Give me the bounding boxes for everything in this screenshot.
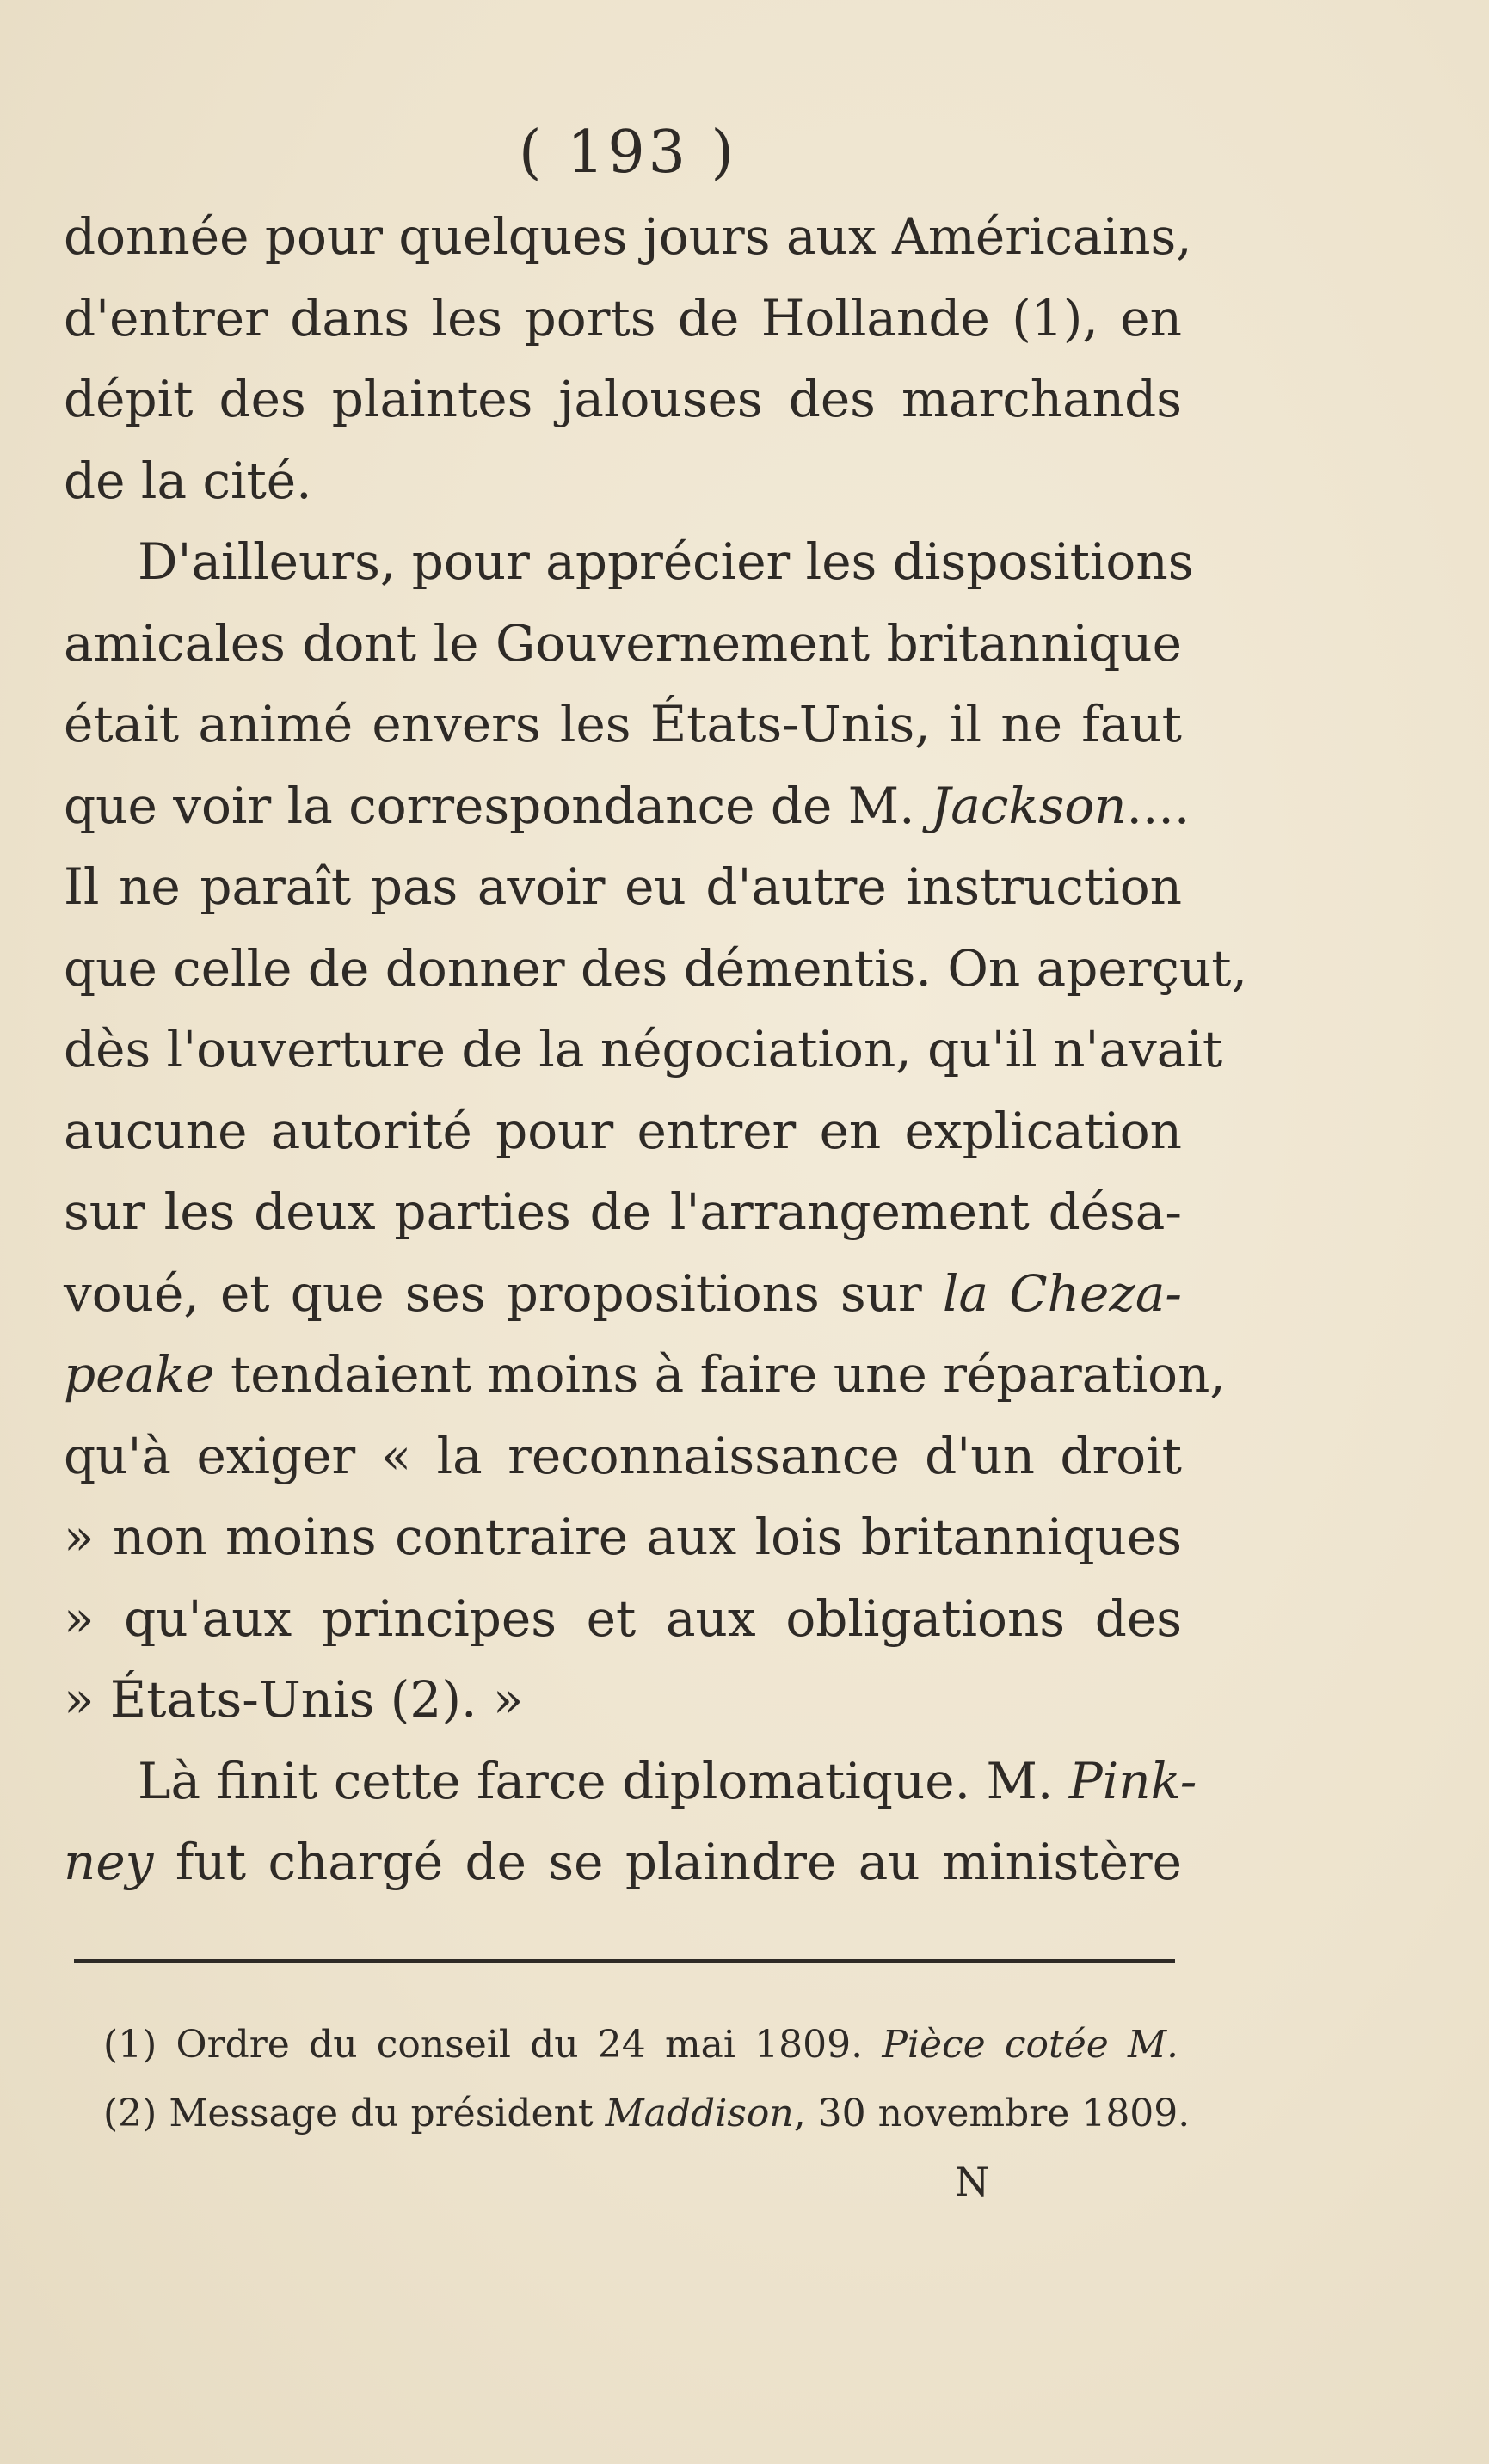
text-line <box>64 521 1194 603</box>
text-line <box>64 1253 1182 1335</box>
text-span: que voir la correspondance de M. <box>64 776 932 835</box>
footnote-1 <box>103 2011 1178 2080</box>
footnotes <box>103 2011 1191 2148</box>
text-span: était animé envers les États-Unis, il ne faut <box>64 695 1182 753</box>
text-span: sur les deux parties de l'arrangement désa- <box>64 1183 1182 1241</box>
text-span: » qu'aux principes et aux obligations des <box>64 1588 1182 1648</box>
text-span: Là finit cette farce diplomatique. M. <box>138 1751 1069 1810</box>
text-line <box>64 684 1182 765</box>
body-text <box>64 196 1247 1903</box>
italic-text: la Cheza- <box>942 1263 1182 1323</box>
text-line <box>64 1578 1182 1660</box>
text-line <box>64 1334 1226 1416</box>
text-span: aucune autorité pour entrer en explication <box>64 1101 1182 1160</box>
text-line <box>64 1091 1182 1172</box>
text-span: Il ne paraît pas avoir eu d'autre instruction <box>64 857 1182 916</box>
text-line <box>64 846 1182 928</box>
footnote-rule <box>74 1959 1175 1963</box>
text-span: amicales dont le Gouvernement britannique <box>64 613 1182 673</box>
italic-text: Pièce cotée M. <box>882 2023 1178 2067</box>
text-line <box>64 196 1192 278</box>
text-span: .... <box>1126 776 1191 835</box>
text-line <box>64 1416 1182 1497</box>
text-line <box>64 1009 1223 1091</box>
signature-mark: N <box>954 2159 990 2205</box>
text-span: d'entrer dans les ports de Hollande (1), en <box>64 288 1182 347</box>
text-line <box>64 359 1182 440</box>
text-span: (2) Message du président <box>103 2092 606 2135</box>
text-span: fut chargé de se plaindre au ministère <box>153 1833 1182 1891</box>
text-line <box>64 278 1182 359</box>
page-number: ( 193 ) <box>518 119 738 187</box>
text-line <box>64 440 1182 522</box>
text-line <box>64 1496 1182 1578</box>
italic-text: Maddison <box>605 2092 794 2135</box>
text-line <box>64 603 1182 685</box>
text-span: donnée pour quelques jours aux Américains, <box>64 207 1192 266</box>
italic-text: ney <box>64 1833 154 1891</box>
text-span: dès l'ouverture de la négociation, qu'il n'avait <box>64 1020 1223 1078</box>
text-span: (1) Ordre du conseil du 24 mai 1809. <box>103 2023 883 2067</box>
text-span: voué, et que ses propositions sur <box>64 1263 943 1323</box>
text-line <box>64 1741 1197 1822</box>
text-span: » États-Unis (2). » <box>64 1670 524 1729</box>
text-line <box>64 765 1191 847</box>
text-span: qu'à exiger « la reconnaissance d'un droit <box>64 1426 1182 1485</box>
text-span: D'ailleurs, pour apprécier les dispositions <box>138 532 1194 591</box>
text-span: de la cité. <box>64 451 312 510</box>
text-line <box>64 928 1247 1010</box>
italic-text: peake <box>64 1345 215 1404</box>
text-span: tendaient moins à faire une réparation, <box>214 1345 1226 1404</box>
text-line <box>64 1659 1182 1741</box>
italic-text: Jackson <box>931 776 1127 835</box>
text-line <box>64 1171 1182 1253</box>
text-span: » non moins contraire aux lois britanniques <box>64 1508 1182 1566</box>
text-span: que celle de donner des démentis. On aperçut, <box>64 938 1247 998</box>
text-span: dépit des plaintes jalouses des marchands <box>64 370 1182 428</box>
text-span: , 30 novembre 1809. <box>793 2092 1191 2135</box>
footnote-2 <box>103 2080 1191 2148</box>
text-line <box>64 1822 1182 1903</box>
italic-text: Pink- <box>1068 1751 1197 1810</box>
